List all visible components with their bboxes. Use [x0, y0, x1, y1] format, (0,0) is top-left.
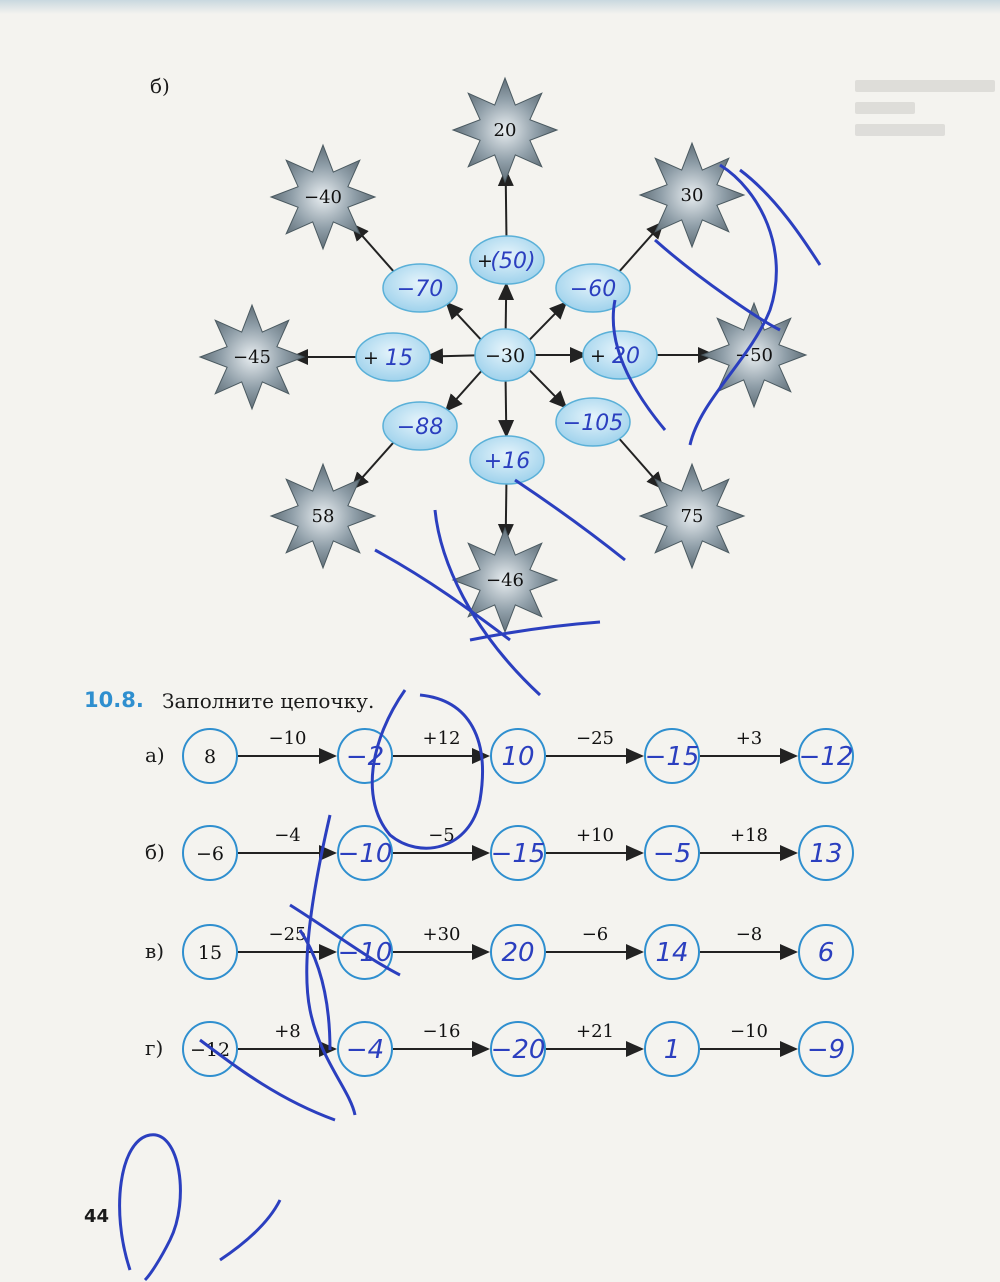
operation-oval — [556, 398, 630, 446]
chain-label-g: г) — [145, 1036, 164, 1060]
oval-handwritten-answer: 20 — [612, 344, 640, 369]
chain-start-value: 8 — [203, 746, 217, 768]
star-value: −46 — [486, 570, 524, 591]
chain-label-v: в) — [145, 939, 165, 963]
chain-handwritten-answer: 6 — [817, 938, 835, 968]
arrow-center-to-oval — [529, 303, 566, 341]
chain-operation: −8 — [735, 924, 763, 945]
chain-start-value: −12 — [189, 1039, 231, 1061]
arrow-center-to-oval — [529, 370, 566, 408]
part-label: б) — [150, 74, 170, 98]
arrow-center-to-oval — [506, 284, 507, 331]
star-node — [271, 145, 375, 249]
chain-handwritten-answer: −15 — [644, 742, 700, 772]
chain-handwritten-answer: 1 — [663, 1035, 681, 1065]
arrow-center-to-oval — [427, 355, 475, 356]
arrow-center-to-oval — [447, 303, 482, 340]
oval-handwritten-answer: 15 — [385, 346, 413, 371]
star-node — [271, 464, 375, 568]
oval-handwritten-answer: −60 — [569, 277, 617, 302]
chain-operation: −4 — [274, 825, 301, 846]
oval-handwritten-answer: (50) — [490, 249, 536, 274]
chains-group — [183, 728, 853, 1076]
arrow-center-to-oval — [506, 379, 507, 436]
chain-operation: −25 — [268, 924, 307, 945]
star-value: 75 — [680, 506, 704, 527]
chain-handwritten-answer: −15 — [490, 839, 546, 869]
chain-label-a: а) — [145, 743, 165, 767]
operation-oval — [383, 402, 457, 450]
oval-handwritten-answer: −88 — [396, 415, 444, 440]
oval-printed-sign: + — [477, 250, 493, 272]
chain-handwritten-answer: 13 — [809, 839, 843, 869]
exercise-number: 10.8. — [84, 688, 144, 712]
operation-oval — [470, 236, 544, 284]
chain-handwritten-answer: 14 — [655, 938, 689, 968]
operation-oval — [470, 436, 544, 484]
chain-operation: −25 — [576, 728, 614, 749]
oval-handwritten-answer: −70 — [396, 277, 444, 302]
star-node — [453, 78, 557, 182]
star-node — [640, 143, 744, 247]
star-value: 30 — [680, 185, 704, 206]
star-node — [200, 305, 304, 409]
chain-handwritten-answer: 20 — [501, 938, 535, 968]
chain-operation: −16 — [422, 1021, 461, 1042]
chain-handwritten-answer: −12 — [798, 742, 854, 772]
star-value: 20 — [493, 120, 517, 141]
chain-operation: +12 — [422, 728, 461, 749]
chain-handwritten-answer: −5 — [652, 839, 692, 869]
operation-oval — [356, 333, 430, 381]
chain-operation: +18 — [730, 825, 768, 846]
star-node — [453, 528, 557, 632]
oval-printed-sign: + — [590, 345, 606, 367]
star-value: 58 — [311, 506, 335, 527]
chain-operation: −6 — [581, 924, 609, 945]
chain-handwritten-answer: −9 — [806, 1035, 846, 1065]
chain-start-value: −6 — [195, 843, 225, 865]
chain-handwritten-answer: −10 — [337, 839, 393, 869]
chain-handwritten-answer: −2 — [345, 742, 385, 772]
star-value: −50 — [735, 345, 773, 366]
chain-handwritten-answer: −4 — [345, 1035, 385, 1065]
operation-oval — [383, 264, 457, 312]
chain-operation: +8 — [274, 1021, 301, 1042]
oval-printed-sign: + — [363, 347, 379, 369]
star-value: −45 — [233, 347, 271, 368]
arrow-center-to-oval — [446, 370, 482, 410]
oval-handwritten-answer: +16 — [483, 449, 531, 474]
chain-operation: +10 — [576, 825, 614, 846]
star-value: −40 — [304, 187, 342, 208]
star-node — [640, 464, 744, 568]
chain-operation: −10 — [730, 1021, 768, 1042]
chain-operation: +30 — [422, 924, 461, 945]
center-value: −30 — [484, 345, 526, 367]
page-number: 44 — [84, 1206, 110, 1227]
chain-operation: +3 — [735, 728, 763, 749]
chain-handwritten-answer: −10 — [337, 938, 393, 968]
oval-handwritten-answer: −105 — [562, 411, 624, 436]
exercise-instruction: Заполните цепочку. — [162, 689, 375, 713]
center-node — [475, 329, 535, 381]
chain-operation: −5 — [428, 825, 455, 846]
chain-handwritten-answer: 10 — [501, 742, 535, 772]
chain-operation: +21 — [576, 1021, 614, 1042]
chain-start-value: 15 — [197, 942, 223, 964]
chain-label-b: б) — [145, 840, 165, 864]
operation-oval — [556, 264, 630, 312]
chain-operation: −10 — [268, 728, 307, 749]
chain-handwritten-answer: −20 — [490, 1035, 546, 1065]
